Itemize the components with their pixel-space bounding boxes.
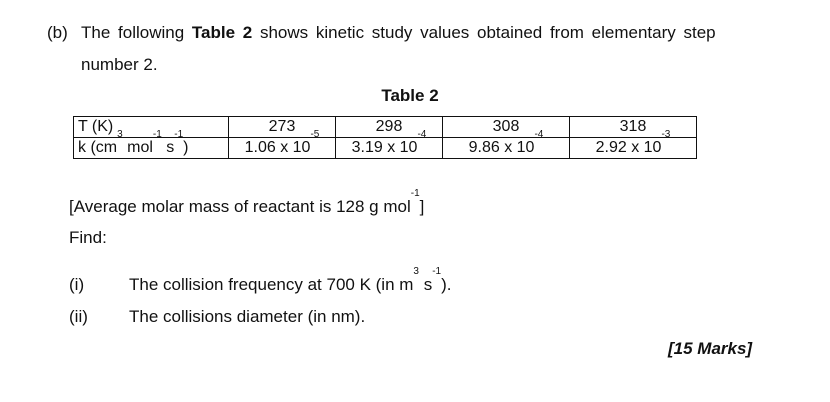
table-cell [443,129,570,159]
table-cell [229,129,336,159]
item-text-part: The collision frequency at 700 K (in m [129,275,414,294]
header-k-part: mol [122,139,153,156]
note-text: [Average molar mass of reactant is 128 g mol [69,197,411,216]
note-text-end: ] [419,197,425,216]
row-header-temperature: T (K) [74,117,229,138]
table-cell [336,129,443,159]
item-number-i: (i) [69,275,85,294]
item-text-i [129,266,452,295]
item-number-ii: (ii) [69,307,88,326]
table-cell: 298 [336,117,443,138]
k-exponent: -5 [310,129,320,140]
table-caption: Table 2 [381,86,439,105]
table-row-rate-constant [74,138,697,159]
header-k-exp: 3 [117,129,123,140]
item-exponent: 3 [413,266,419,277]
item-text-ii: The collisions diameter (in nm). [129,307,366,326]
question-label: (b) [47,23,68,42]
k-exponent: -4 [417,129,427,140]
header-k-part: ) [183,139,189,156]
table-cell: 273 [229,117,336,138]
item-text-part: ). [441,275,452,294]
header-k-exp: -1 [152,129,162,140]
header-k-part: s [161,139,175,156]
k-exponent: -3 [661,129,671,140]
find-label: Find: [69,228,107,247]
header-k-exp: -1 [174,129,184,140]
k-mantissa: 1.06 x 10 [244,139,311,156]
table-cell [570,129,697,159]
marks-label: [15 Marks] [668,339,753,358]
table-cell: 308 [443,117,570,138]
intro-text-end: shows kinetic study values obtained from elementary step [259,23,716,42]
table-cell: 318 [570,117,697,138]
question-intro-line1 [81,23,716,43]
k-mantissa: 2.92 x 10 [595,139,662,156]
note-exponent: -1 [410,188,420,199]
kinetic-data-table [73,116,697,159]
item-exponent: -1 [432,266,442,277]
k-exponent: -4 [534,129,544,140]
k-mantissa: 9.86 x 10 [468,139,535,156]
intro-bold-table-ref: Table 2 [191,23,253,42]
table-row-temperature [74,117,697,138]
item-text-part: s [418,275,433,294]
molar-mass-note [69,188,425,217]
row-header-rate-constant [74,129,229,159]
intro-text-start: The following [81,23,185,42]
k-mantissa: 3.19 x 10 [351,139,418,156]
question-intro-line2: number 2. [81,55,158,74]
header-k-part: k (cm [78,139,118,156]
